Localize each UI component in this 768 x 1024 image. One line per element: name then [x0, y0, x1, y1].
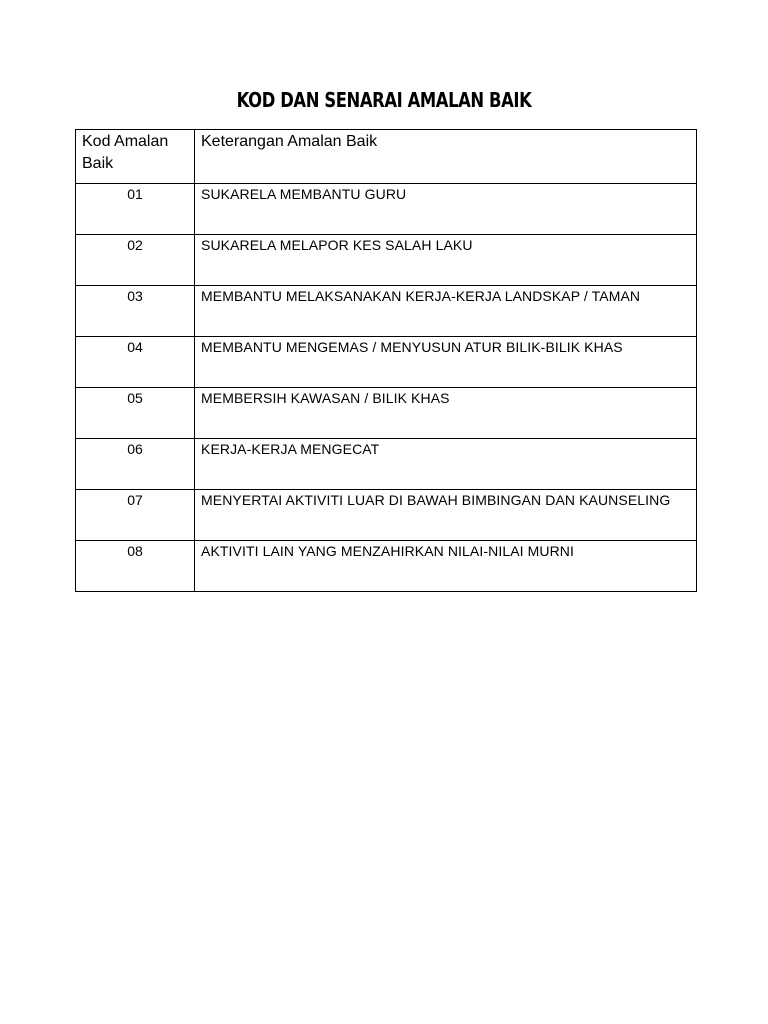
row-code: 05 — [76, 388, 195, 439]
row-code: 01 — [76, 184, 195, 235]
header-code: Kod Amalan Baik — [76, 130, 195, 184]
row-code: 04 — [76, 337, 195, 388]
row-description: AKTIVITI LAIN YANG MENZAHIRKAN NILAI-NILAI MURNI — [195, 541, 697, 592]
table-row — [76, 286, 697, 337]
row-code: 08 — [76, 541, 195, 592]
row-description: MEMBERSIH KAWASAN / BILIK KHAS — [195, 388, 697, 439]
row-description: MEMBANTU MELAKSANAKAN KERJA-KERJA LANDSKAP / TAMAN — [195, 286, 697, 337]
table-header-row — [76, 130, 697, 184]
table-row — [76, 337, 697, 388]
header-description: Keterangan Amalan Baik — [195, 130, 697, 184]
good-practice-code-table — [75, 129, 697, 592]
table-row — [76, 541, 697, 592]
row-description: KERJA-KERJA MENGECAT — [195, 439, 697, 490]
table-row — [76, 490, 697, 541]
row-description: SUKARELA MELAPOR KES SALAH LAKU — [195, 235, 697, 286]
table-row — [76, 235, 697, 286]
row-description: SUKARELA MEMBANTU GURU — [195, 184, 697, 235]
table-row — [76, 439, 697, 490]
row-description: MEMBANTU MENGEMAS / MENYUSUN ATUR BILIK-BILIK KHAS — [195, 337, 697, 388]
table-row — [76, 388, 697, 439]
row-code: 07 — [76, 490, 195, 541]
row-code: 02 — [76, 235, 195, 286]
table-row — [76, 184, 697, 235]
document-title: KOD DAN SENARAI AMALAN BAIK — [236, 88, 532, 112]
row-code: 06 — [76, 439, 195, 490]
row-description: MENYERTAI AKTIVITI LUAR DI BAWAH BIMBINGAN DAN KAUNSELING — [195, 490, 697, 541]
row-code: 03 — [76, 286, 195, 337]
